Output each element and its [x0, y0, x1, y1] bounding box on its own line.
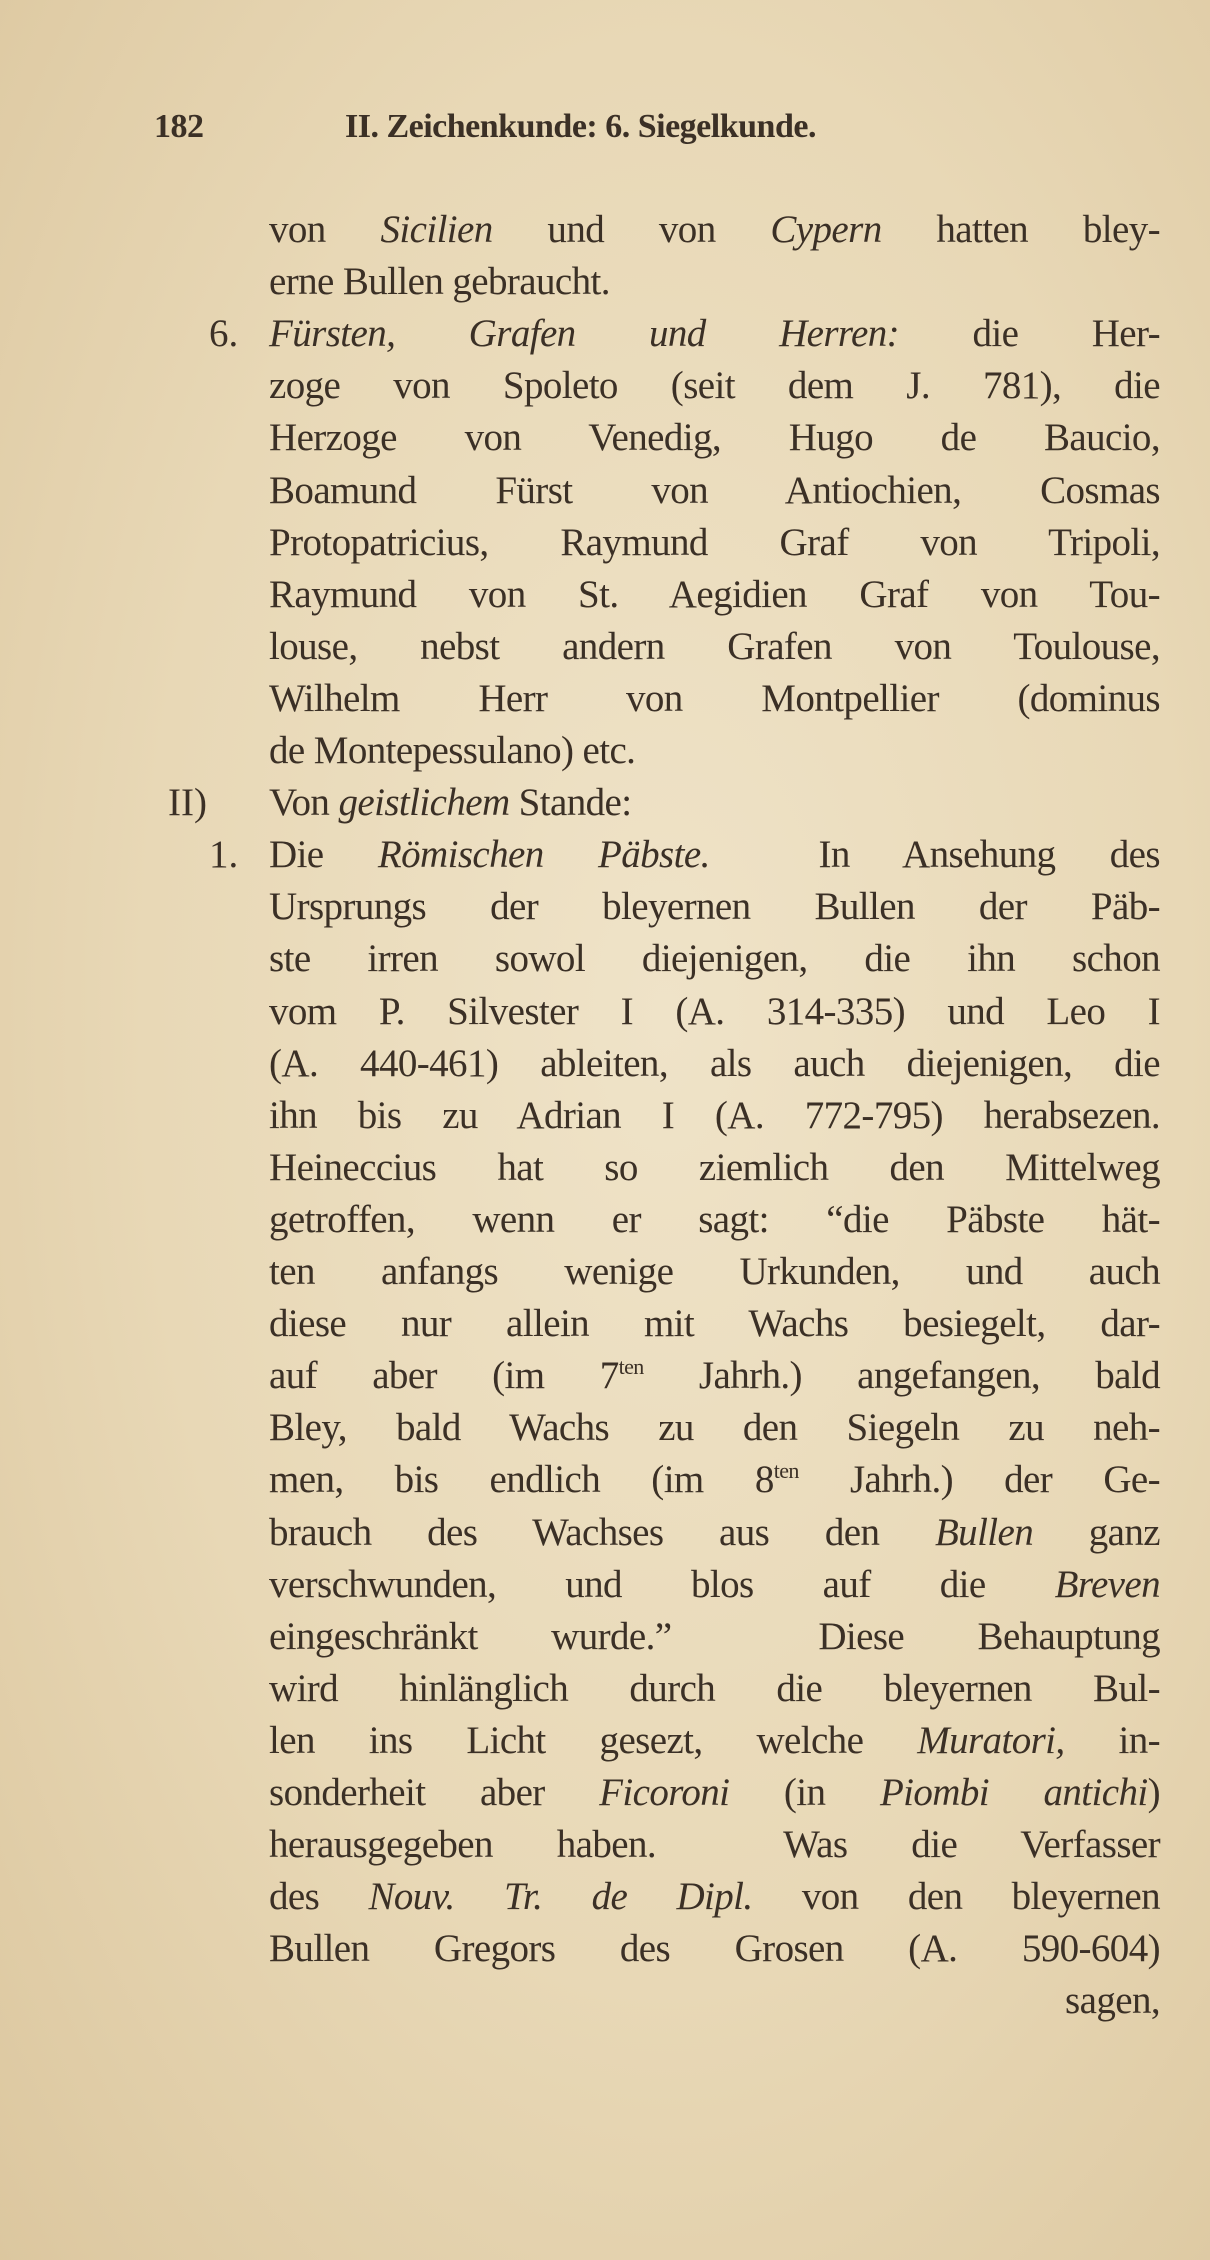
text-segment: Von — [269, 781, 339, 825]
text-line — [269, 1767, 1160, 1819]
text-segment: ) — [1147, 1771, 1161, 1814]
text-line — [269, 1298, 1160, 1350]
text-line — [269, 1402, 1160, 1454]
text-segment: die Her- — [899, 312, 1160, 356]
list-marker: 1. — [209, 833, 239, 877]
text-line — [269, 1507, 1160, 1559]
text-segment: des — [269, 1875, 369, 1919]
text-line — [269, 1090, 1160, 1142]
text-line — [269, 517, 1160, 569]
text-segment: von — [269, 208, 381, 251]
text-line — [269, 1246, 1160, 1298]
italic-text: Bullen — [934, 1510, 1034, 1554]
page-number: 182 — [154, 108, 204, 145]
italic-text: Muratori, — [917, 1718, 1065, 1762]
text-segment: auf aber (im 7 — [269, 1354, 619, 1398]
text-segment: und von — [492, 208, 771, 251]
text-line — [269, 1819, 1160, 1871]
italic-text: geistlichem — [338, 781, 510, 825]
text-segment: erne Bullen gebraucht. — [269, 260, 610, 304]
text-line — [269, 881, 1160, 933]
text-line — [269, 412, 1160, 464]
text-segment: von den bleyernen — [752, 1875, 1161, 1919]
text-segment: wird hinlänglich durch die bleyernen Bul- — [269, 1666, 1160, 1710]
text-line — [269, 1559, 1160, 1611]
text-line — [269, 308, 1160, 360]
superscript: ten — [618, 1354, 644, 1380]
italic-text: Ficoroni — [599, 1771, 730, 1814]
italic-text: Breven — [1054, 1562, 1160, 1606]
text-segment: herausgegeben haben. Was die Verfasser — [269, 1823, 1160, 1867]
text-segment: Bullen Gregors des Grosen (A. 590-604) — [269, 1927, 1160, 1971]
text-line — [269, 569, 1160, 621]
text-line — [269, 465, 1160, 517]
text-segment: zoge von Spoleto (seit dem J. 781), die — [269, 364, 1160, 408]
text-line — [269, 1350, 1160, 1402]
text-segment: Herzoge von Venedig, Hugo de Baucio, — [269, 416, 1160, 460]
text-segment: len ins Licht gesezt, welche — [269, 1718, 918, 1762]
text-segment: Stande: — [509, 781, 632, 825]
running-head: II. Zeichenkunde: 6. Siegelkunde. — [345, 108, 816, 145]
text-segment: ten anfangs wenige Urkunden, und auch — [269, 1250, 1160, 1293]
text-line — [269, 1663, 1160, 1715]
text-segment: eingeschränkt wurde.” Diese Behauptung — [269, 1614, 1160, 1658]
text-segment: Protopatricius, Raymund Graf von Tripoli, — [269, 520, 1160, 564]
text-line — [269, 1611, 1160, 1663]
text-line — [269, 621, 1160, 673]
italic-text: Fürsten, Grafen und Herren: — [269, 312, 900, 356]
text-segment: Heineccius hat so ziemlich den Mittelweg — [269, 1145, 1160, 1189]
text-segment: verschwunden, und blos auf die — [269, 1562, 1055, 1606]
text-segment: ste irren sowol diejenigen, die ihn schon — [269, 937, 1160, 981]
text-segment: In Ansehung des — [709, 833, 1160, 877]
text-segment: hatten bley- — [881, 208, 1160, 251]
text-line — [269, 725, 1160, 777]
text-line — [269, 1975, 1160, 2027]
text-segment: Jahrh.) der Ge- — [798, 1458, 1160, 1502]
text-line — [269, 1871, 1160, 1923]
text-segment: Wilhelm Herr von Montpellier (dominus — [269, 676, 1160, 720]
text-segment: (in — [729, 1771, 880, 1814]
text-line — [269, 673, 1160, 725]
text-segment: Boamund Fürst von Antiochien, Cosmas — [269, 468, 1160, 512]
text-segment: getroffen, wenn er sagt: “die Päbste hät- — [269, 1197, 1160, 1241]
italic-text: Piombi antichi — [879, 1771, 1148, 1814]
text-line — [269, 204, 1160, 256]
text-segment: Bley, bald Wachs zu den Siegeln zu neh- — [269, 1406, 1160, 1450]
italic-text: Sicilien — [380, 208, 493, 251]
text-line — [269, 1194, 1160, 1246]
text-segment: (A. 440-461) ableiten, als auch diejenigen, die — [269, 1041, 1160, 1085]
text-line — [269, 256, 1160, 308]
text-line — [269, 829, 1160, 881]
text-segment: ihn bis zu Adrian I (A. 772-795) herabsezen. — [269, 1093, 1160, 1137]
text-line — [269, 360, 1160, 412]
italic-text: Nouv. Tr. de Dipl. — [368, 1875, 753, 1919]
text-line — [269, 1715, 1160, 1767]
text-line — [269, 1923, 1160, 1975]
italic-text: Cypern — [770, 208, 882, 251]
text-line — [269, 1038, 1160, 1090]
text-segment: Ursprungs der bleyernen Bullen der Päb- — [269, 885, 1160, 929]
list-marker: 6. — [209, 312, 239, 356]
text-segment: brauch des Wachses aus den — [269, 1510, 935, 1554]
text-line — [269, 1454, 1160, 1506]
text-line — [269, 777, 1160, 829]
text-segment: men, bis endlich (im 8 — [269, 1458, 774, 1502]
text-segment: diese nur allein mit Wachs besiegelt, dar- — [269, 1302, 1160, 1346]
text-segment: vom P. Silvester I (A. 314-335) und Leo I — [269, 989, 1160, 1033]
text-segment: sonderheit aber — [269, 1771, 600, 1814]
text-segment: louse, nebst andern Grafen von Toulouse, — [269, 624, 1160, 668]
list-marker: II) — [168, 781, 207, 825]
text-segment: ganz — [1033, 1510, 1160, 1554]
text-segment: Jahrh.) angefangen, bald — [643, 1354, 1160, 1398]
text-line — [269, 1142, 1160, 1194]
italic-text: Römischen Päbste. — [377, 833, 710, 877]
text-segment: de Montepessulano) etc. — [269, 729, 636, 772]
text-segment: in- — [1064, 1718, 1160, 1762]
text-segment: Die — [269, 833, 378, 877]
text-segment: Raymund von St. Aegidien Graf von Tou- — [269, 572, 1160, 616]
text-line — [269, 933, 1160, 985]
superscript: ten — [773, 1458, 799, 1484]
text-segment: sagen, — [1065, 1979, 1160, 2023]
text-line — [269, 986, 1160, 1038]
